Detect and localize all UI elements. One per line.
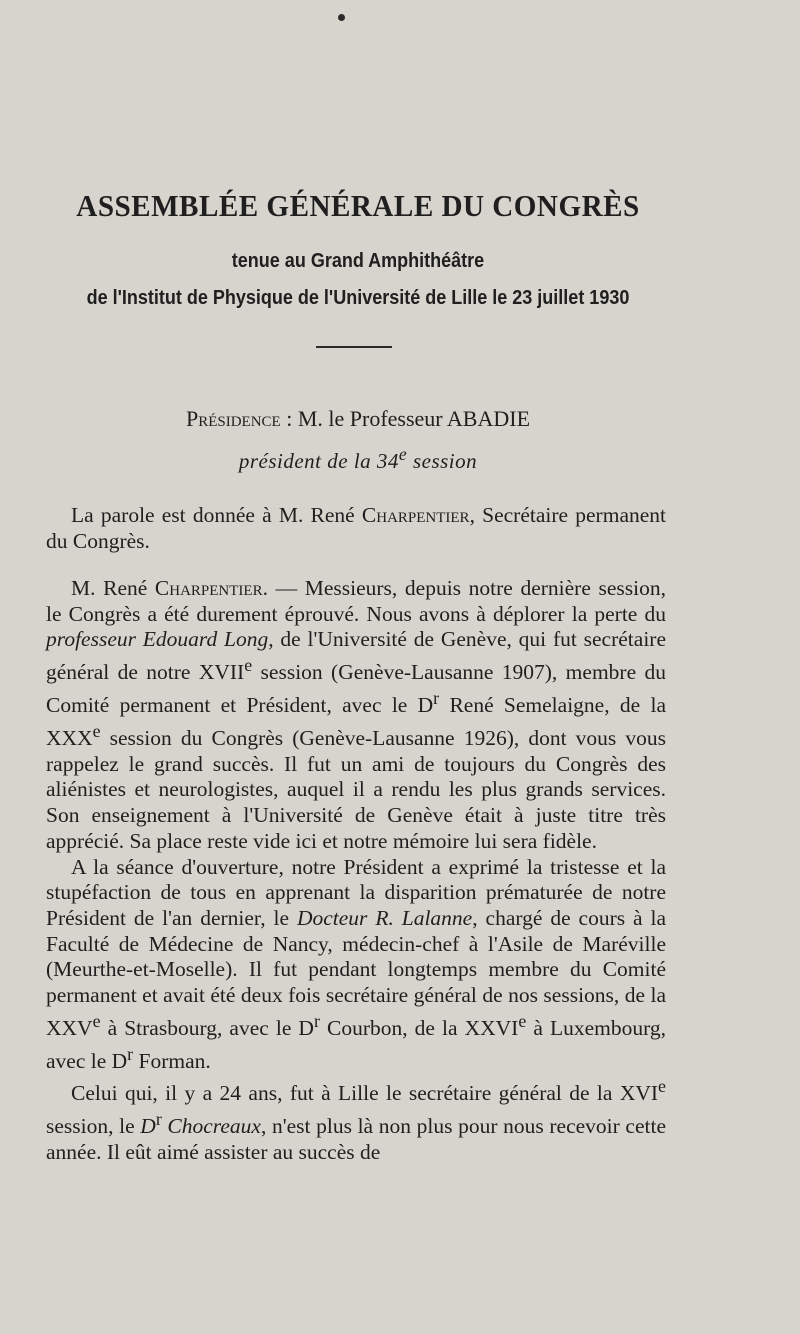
p1-sup-2: r xyxy=(433,687,440,708)
ink-dot xyxy=(338,14,345,21)
p1-text-c: session (Genève-Lausanne 1907), membre du Comité permanent et Président, avec le D xyxy=(46,660,666,718)
presidency-label: Présidence xyxy=(185,406,281,431)
presidency-name: M. le Professeur ABADIE xyxy=(297,406,531,431)
p2-doctor-name: Docteur R. Lalanne xyxy=(296,905,473,930)
p1-text-a: . — Messieurs, depuis notre dernière session, le Congrès a été durement éprouvé. Nous avons à déplorer la perte du xyxy=(46,576,666,626)
speech-body xyxy=(46,576,666,1166)
speech-paragraph-3 xyxy=(46,1074,666,1165)
p3-text-c: , n'est plus là non plus pour nous recevoir cette année. Il eût aimé assister au succès de xyxy=(46,1114,666,1165)
p2-text-e: à Luxembourg, avec le D xyxy=(46,1015,666,1073)
p1-text-b: , de l'Université de Genève, qui fut secrétaire général de notre XVII xyxy=(46,627,666,685)
page-title: ASSEMBLÉE GÉNÉRALE DU CONGRÈS xyxy=(76,188,640,223)
p2-sup-1: e xyxy=(92,1010,101,1031)
p3-chocreaux-name: Chocreaux xyxy=(161,1114,261,1139)
presidency-role xyxy=(0,444,716,474)
p3-text-b: session, le xyxy=(46,1114,141,1139)
role-text-after: session xyxy=(407,449,478,473)
p2-text-c: à Strasbourg, avec le D xyxy=(100,1015,314,1040)
p3-dr: D xyxy=(140,1114,156,1139)
p3-sup-2: r xyxy=(155,1109,162,1130)
p1-text-d: René Semelaigne, de la XXX xyxy=(46,693,666,750)
role-superscript: e xyxy=(398,444,408,464)
presidency-separator: : xyxy=(280,406,298,431)
presidency-line xyxy=(0,406,716,432)
p2-text-b: , chargé de cours à la Faculté de Médecine de Nancy, médecin-chef à l'Asile de Maréville (Meurthe-et-Moselle). Il fut pendant longtemps membre du Comité permanent et avait été deux fois secrétaire général de nos sessions, de la XXV xyxy=(46,905,667,1040)
speaker-name: Charpentier xyxy=(154,576,263,600)
p2-sup-4: r xyxy=(127,1043,134,1064)
p1-professor-name: professeur Edouard Long xyxy=(46,627,269,652)
intro-after: , Secrétaire permanent du Congrès. xyxy=(46,503,666,553)
divider-rule xyxy=(316,346,392,348)
speaker-prefix: M. René xyxy=(71,576,155,600)
intro-name: Charpentier xyxy=(361,503,470,527)
role-session-number: 34 xyxy=(376,449,399,473)
speech-paragraph-2 xyxy=(46,855,666,1075)
intro-before: La parole est donnée à M. René xyxy=(71,503,362,527)
intro-text xyxy=(46,503,666,554)
intro-paragraph xyxy=(46,503,666,554)
p2-sup-3: e xyxy=(518,1010,527,1031)
p2-sup-2: r xyxy=(313,1010,320,1031)
p3-text-a: Celui qui, il y a 24 ans, fut à Lille le secrétaire général de la XVI xyxy=(71,1081,659,1106)
p1-text-e: session du Congrès (Genève-Lausanne 1926), dont vous vous rappelez le grand succès. Il fut un ami de toujours du Congrès des aliénistes et neurologistes, auquel il a rendu les plus grands services. Son enseignement à l'Université de Genève était à juste titre très apprécié. Sa place reste vide ici et notre mémoire lui sera fidèle. xyxy=(46,725,666,853)
p2-text-d: Courbon, de la XXVI xyxy=(319,1015,519,1040)
subtitle-line-1: tenue au Grand Amphithéâtre xyxy=(231,250,485,272)
p2-text-f: Forman. xyxy=(133,1048,211,1073)
subtitle-line-2: de l'Institut de Physique de l'Université de Lille le 23 juillet 1930 xyxy=(86,287,630,309)
p3-sup-1: e xyxy=(658,1076,666,1097)
role-text-before: président de la xyxy=(238,449,377,473)
speech-paragraph-1 xyxy=(46,576,666,855)
p1-sup-3: e xyxy=(92,720,101,741)
p2-text-a: A la séance d'ouverture, notre Président a exprimé la tristesse et la stupéfaction de tous en apprenant la disparition prématurée de notre Président de l'an dernier, le xyxy=(46,854,666,930)
p1-sup-1: e xyxy=(244,655,253,676)
